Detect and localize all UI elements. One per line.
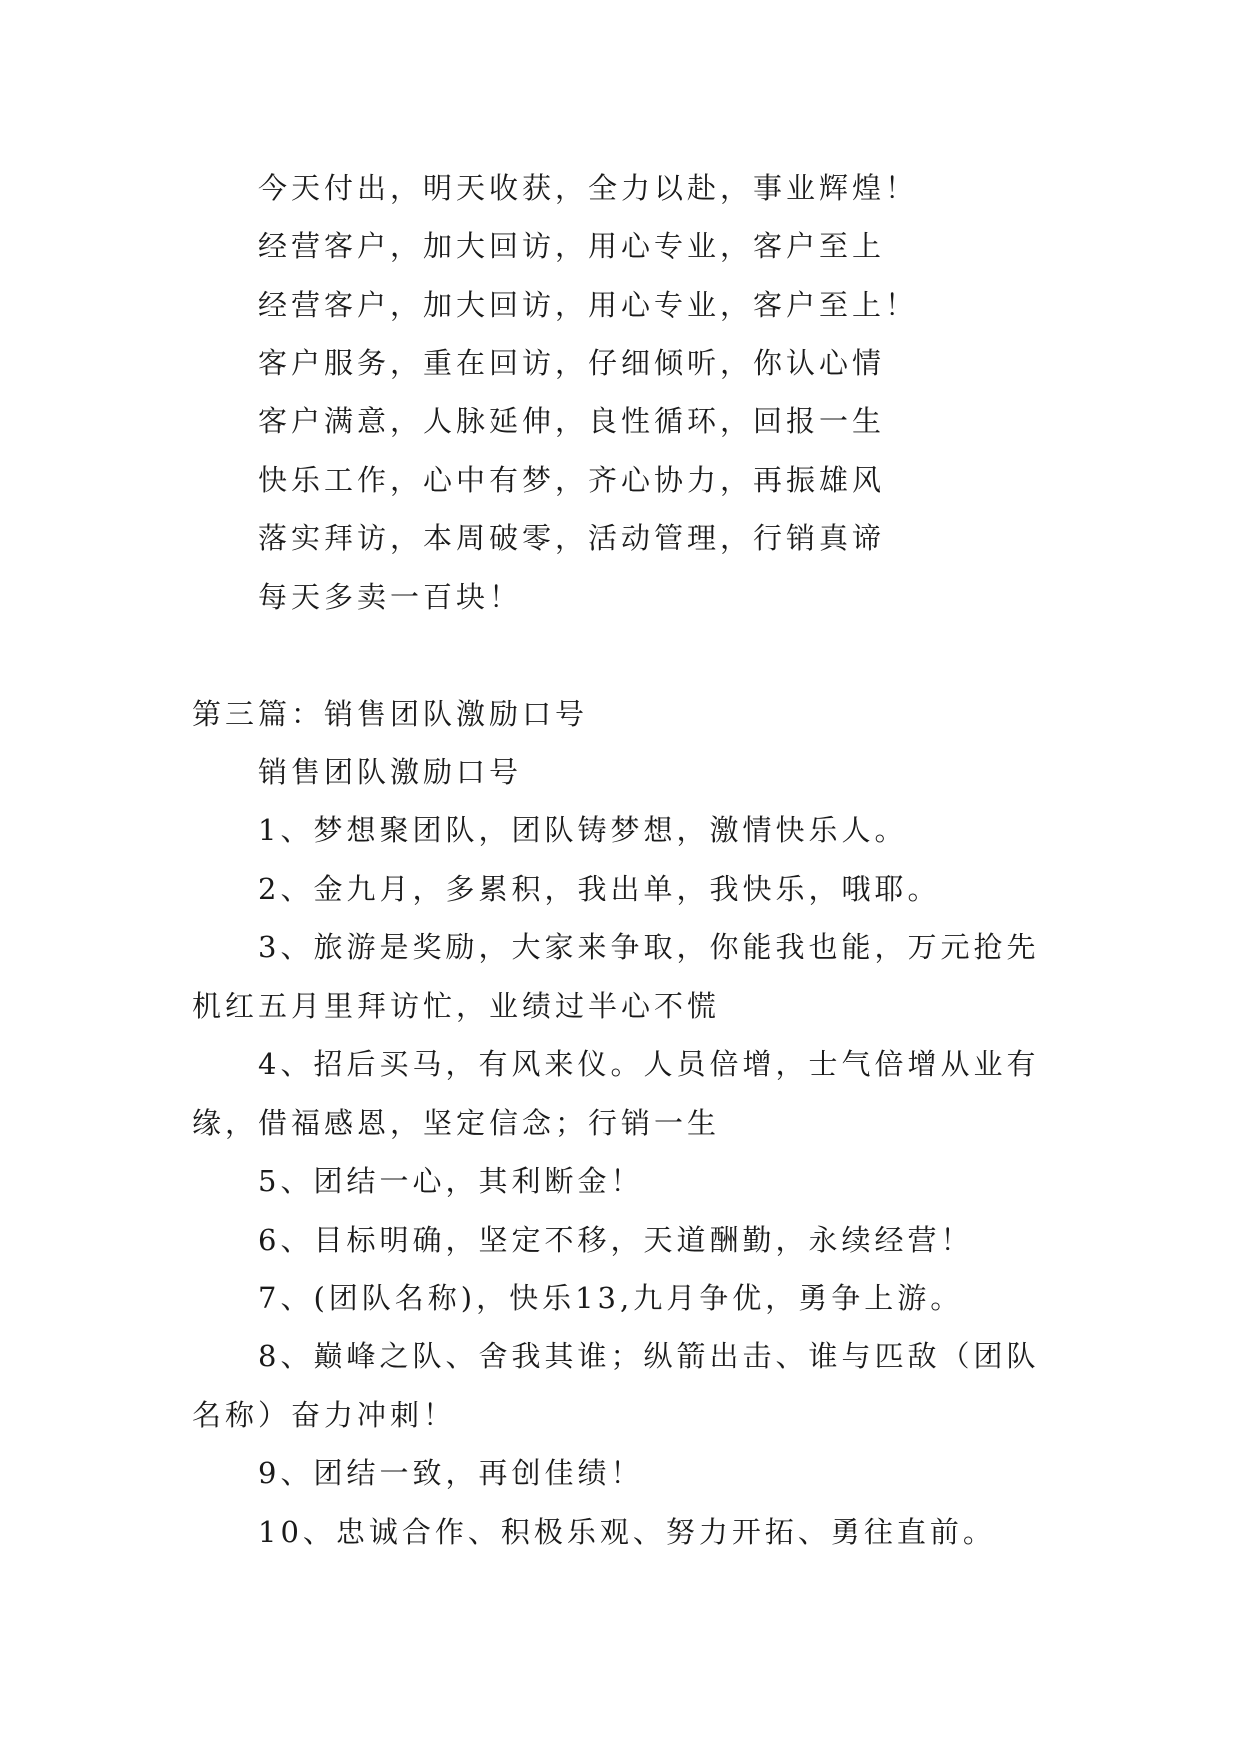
list-item: 5、团结一心，其利断金！ (258, 1164, 644, 1198)
list-item-continuation: 机红五月里拜访忙，业绩过半心不慌 (192, 989, 721, 1023)
text-line: 经营客户，加大回访，用心专业，客户至上！ (258, 288, 919, 322)
section-subtitle: 销售团队激励口号 (258, 755, 523, 789)
text-line: 客户满意，人脉延伸，良性循环，回报一生 (258, 404, 886, 438)
list-item: 3、旅游是奖励，大家来争取，你能我也能，万元抢先 (258, 930, 1040, 964)
text-line: 每天多卖一百块！ (258, 580, 523, 614)
text-line: 快乐工作，心中有梦，齐心协力，再振雄风 (258, 463, 886, 497)
list-item-continuation: 名称）奋力冲刺！ (192, 1398, 457, 1432)
list-item: 1、梦想聚团队，团队铸梦想，激情快乐人。 (258, 813, 908, 847)
list-item-continuation: 缘，借福感恩，坚定信念；行销一生 (192, 1106, 721, 1140)
text-line: 客户服务，重在回访，仔细倾听，你认心情 (258, 346, 886, 380)
list-item: 2、金九月，多累积，我出单，我快乐，哦耶。 (258, 872, 941, 906)
section-heading: 第三篇：销售团队激励口号 (192, 697, 589, 731)
list-item: 6、目标明确，坚定不移，天道酬勤，永续经营！ (258, 1223, 974, 1257)
text-line: 今天付出，明天收获，全力以赴，事业辉煌！ (258, 171, 919, 205)
list-item: 4、招后买马，有风来仪。人员倍增，士气倍增从业有 (258, 1047, 1040, 1081)
text-line: 经营客户，加大回访，用心专业，客户至上 (258, 229, 886, 263)
list-item: 9、团结一致，再创佳绩！ (258, 1456, 644, 1490)
list-item: 7、(团队名称)，快乐13,九月争优，勇争上游。 (258, 1281, 964, 1315)
text-line: 落实拜访，本周破零，活动管理，行销真谛 (258, 521, 886, 555)
list-item: 10、忠诚合作、积极乐观、努力开拓、勇往直前。 (258, 1515, 996, 1549)
list-item: 8、巅峰之队、舍我其谁；纵箭出击、谁与匹敌（团队 (258, 1339, 1040, 1373)
